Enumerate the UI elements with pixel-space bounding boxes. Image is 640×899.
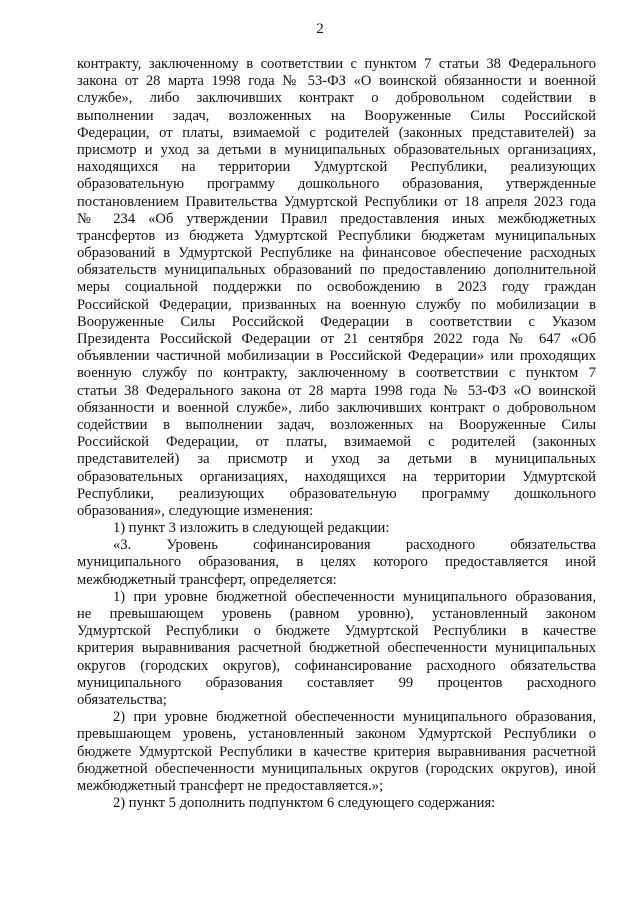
text-line: образовательную программу дошкольного образования, утвержденные (77, 176, 596, 193)
text-line: межбюджетный трансферт, определяется: (77, 571, 337, 588)
text-line: закона от 28 марта 1998 года № 53-ФЗ «О воинской обязанности и военной (77, 73, 596, 90)
text-line: не превышающем уровень (равном уровню), установленный законом (77, 606, 596, 622)
text-line: образований в Удмуртской Республике на финансовое обеспечение расходных (77, 245, 596, 262)
text-line: Российской Федерации, от платы, взимаемой с родителей (законных (77, 434, 596, 451)
text-line: бюджетной обеспеченности муниципальных округов (городских округов), иной (77, 760, 596, 777)
text-line: критерия выравнивания расчетной бюджетной обеспеченности муниципальных (77, 640, 596, 657)
text-line: службе», либо заключивших контракт о добровольном содействии в (77, 90, 596, 107)
text-line: постановлением Правительства Удмуртской Республики от 18 апреля 2023 года (77, 193, 596, 210)
text-line: объявлении частичной мобилизации в Российской Федерации» или проходящих (77, 348, 596, 365)
text-line: обязательства; (77, 691, 167, 708)
document-body (77, 56, 596, 812)
text-line: № 234 «Об утверждении Правил предоставления иных межбюджетных (77, 210, 596, 227)
text-line: представителей) за присмотр и уход за детьми в муниципальных (77, 451, 596, 468)
text-line: образования», следующие изменения: (77, 502, 314, 519)
text-line: 1) пункт 3 изложить в следующей редакции: (113, 520, 390, 537)
text-line: трансфертов из бюджета Удмуртской Республики бюджетам муниципальных (77, 227, 596, 244)
text-line: находящихся на территории Удмуртской Республики, реализующих (77, 159, 596, 176)
text-line: 2) пункт 5 дополнить подпунктом 6 следующего содержания: (113, 795, 496, 812)
text-line: контракту, заключенному в соответствии с пунктом 7 статьи 38 Федерального (77, 56, 596, 72)
text-line: 1) при уровне бюджетной обеспеченности муниципального образования, (113, 588, 596, 605)
page-number: 2 (316, 21, 324, 37)
text-line: Российской Федерации, призванных на военную службу по мобилизации в (77, 296, 596, 313)
text-line: «3. Уровень софинансирования расходного обязательства (113, 537, 596, 554)
text-line: муниципального образования, в целях которого предоставляется иной (77, 554, 596, 571)
text-line: образовательных организациях, находящихся на территории Удмуртской (77, 468, 596, 485)
text-line: округов (городских округов), софинансирование расходного обязательства (77, 657, 596, 674)
text-line: 2) при уровне бюджетной обеспеченности муниципального образования, (113, 709, 596, 726)
text-line: Федерации, от платы, взимаемой с родителей (законных представителей) за (77, 124, 596, 141)
text-line: содействии в выполнении задач, возложенных на Вооруженные Силы (77, 416, 596, 433)
text-line: Удмуртской Республики о бюджете Удмуртской Республики в качестве (77, 623, 596, 640)
text-line: меры социальной поддержки по освобождению в 2023 году граждан (77, 279, 596, 296)
text-line: обязательств муниципальных образований по предоставлению дополнительной (77, 262, 596, 279)
text-line: статьи 38 Федерального закона от 28 марта 1998 года № 53-ФЗ «О воинской (77, 382, 596, 399)
text-line: превышающем уровень, установленный законом Удмуртской Республики о (77, 726, 596, 743)
text-line: Вооруженные Силы Российской Федерации в соответствии с Указом (77, 313, 596, 330)
text-line: военную службу по контракту, заключенному в соответствии с пунктом 7 (77, 365, 596, 382)
text-line: межбюджетный трансферт не предоставляется.»; (77, 777, 384, 794)
text-line: присмотр и уход за детьми в муниципальных образовательных организациях, (77, 141, 596, 158)
text-line: муниципального образования составляет 99 процентов расходного (77, 674, 596, 691)
text-line: Республики, реализующих образовательную программу дошкольного (77, 485, 596, 502)
text-line: выполнении задач, возложенных на Вооруженные Силы Российской (77, 107, 596, 124)
text-line: бюджете Удмуртской Республики в качестве критерия выравнивания расчетной (77, 743, 596, 760)
text-line: обязанности и военной службе», либо заключивших контракт о добровольном (77, 399, 596, 416)
text-line: Президента Российской Федерации от 21 сентября 2022 года № 647 «Об (77, 331, 596, 347)
